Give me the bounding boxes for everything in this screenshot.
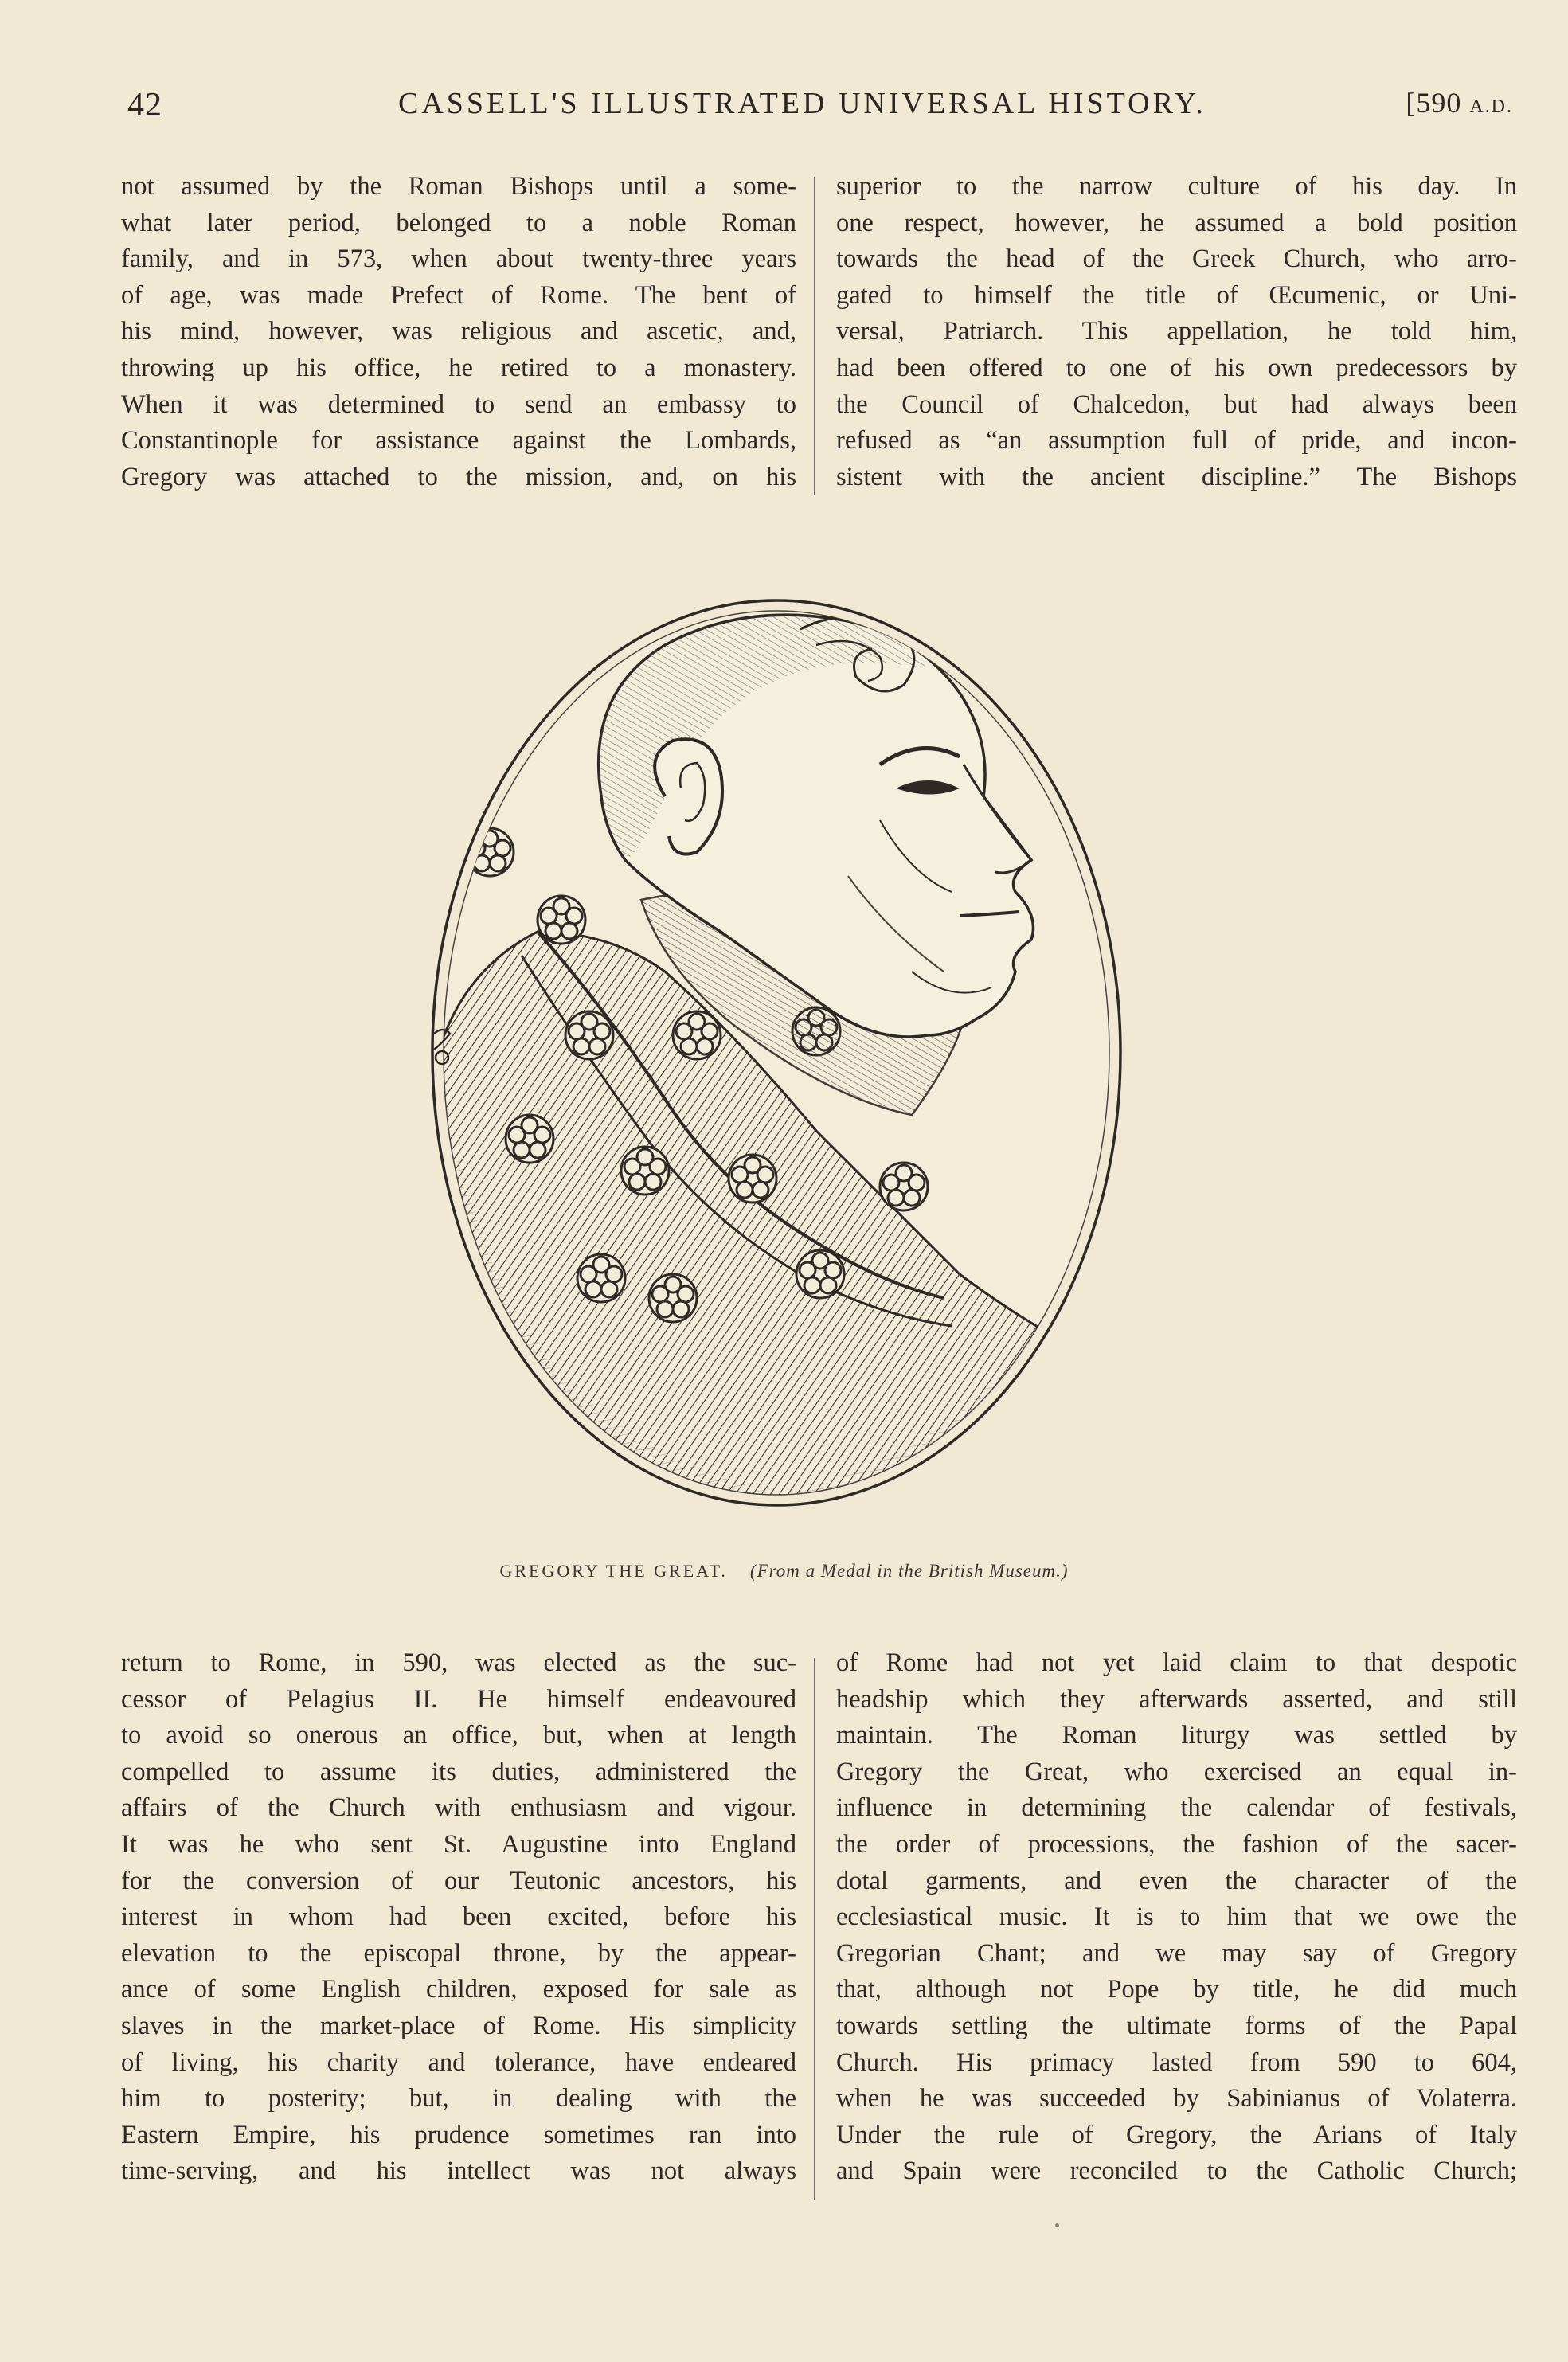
text-line: that, although not Pope by title, he did much — [836, 1975, 1517, 2004]
top-right-column — [836, 169, 1517, 495]
text-line: When it was determined to send an embassy to — [121, 389, 796, 419]
text-line: affairs of the Church with enthusiasm and vigour. — [121, 1793, 796, 1823]
page-number: 42 — [127, 87, 162, 123]
text-line: the order of processions, the fashion of the sacer- — [836, 1829, 1517, 1859]
text-line: versal, Patriarch. This appellation, he told him, — [836, 317, 1517, 346]
text-line: Under the rule of Gregory, the Arians of Italy — [836, 2120, 1517, 2149]
ink-speck — [1055, 2223, 1059, 2227]
caption-source: (From a Medal in the British Museum.) — [749, 1561, 1069, 1581]
text-line: Church. His primacy lasted from 590 to 604, — [836, 2047, 1517, 2077]
text-line: superior to the narrow culture of his day. In — [836, 172, 1517, 201]
text-line: had been offered to one of his own predecessors by — [836, 353, 1517, 382]
text-line: gated to himself the title of Œcumenic, or Uni- — [836, 280, 1517, 310]
text-line: what later period, belonged to a noble Roman — [121, 208, 796, 237]
text-line: of living, his charity and tolerance, have endeared — [121, 2047, 796, 2077]
text-line: influence in determining the calendar of festivals, — [836, 1793, 1517, 1823]
text-line: for the conversion of our Teutonic ancestors, his — [121, 1866, 796, 1895]
text-line: and Spain were reconciled to the Catholic Church; — [836, 2157, 1517, 2186]
text-line: the Council of Chalcedon, but had always been — [836, 389, 1517, 419]
text-line: maintain. The Roman liturgy was settled by — [836, 1721, 1517, 1750]
text-line: ance of some English children, exposed for sale as — [121, 1975, 796, 2004]
running-title: CASSELL'S ILLUSTRATED UNIVERSAL HISTORY. — [398, 87, 1206, 120]
text-line: dotal garments, and even the character of the — [836, 1866, 1517, 1895]
text-line: compelled to assume its duties, administered the — [121, 1757, 796, 1786]
text-line: towards settling the ultimate forms of the Papal — [836, 2011, 1517, 2040]
medal-engraving — [402, 557, 1135, 1545]
text-line: Constantinople for assistance against the Lombards, — [121, 426, 796, 456]
bottom-left-column — [121, 1645, 796, 2190]
text-line: of Rome had not yet laid claim to that despotic — [836, 1648, 1517, 1677]
text-line: sistent with the ancient discipline.” The Bishops — [836, 462, 1517, 491]
text-line: to avoid so onerous an office, but, when at length — [121, 1721, 796, 1750]
text-line: slaves in the market-place of Rome. His simplicity — [121, 2011, 796, 2040]
text-line: towards the head of the Greek Church, who arro- — [836, 244, 1517, 274]
figure-caption — [0, 1561, 1568, 1582]
medal-illustration — [402, 557, 1135, 1545]
text-line: Gregory was attached to the mission, and, on his — [121, 462, 796, 491]
bottom-right-column — [836, 1645, 1517, 2190]
text-line: his mind, however, was religious and ascetic, and, — [121, 317, 796, 346]
text-line: It was he who sent St. Augustine into England — [121, 1829, 796, 1859]
caption-title: GREGORY THE GREAT. — [499, 1561, 728, 1581]
text-line: time-serving, and his intellect was not always — [121, 2157, 796, 2186]
text-line: him to posterity; but, in dealing with the — [121, 2084, 796, 2114]
text-line: elevation to the episcopal throne, by the appear- — [121, 1938, 796, 1968]
text-line: of age, was made Prefect of Rome. The bent of — [121, 280, 796, 310]
text-line: ecclesiastical music. It is to him that we owe the — [836, 1903, 1517, 1932]
text-line: interest in whom had been excited, before his — [121, 1903, 796, 1932]
text-line: cessor of Pelagius II. He himself endeavoured — [121, 1684, 796, 1714]
column-rule-top — [814, 177, 815, 495]
running-date — [1406, 86, 1513, 119]
text-line: Gregory the Great, who exercised an equal in- — [836, 1757, 1517, 1786]
date-year: [590 — [1406, 87, 1462, 119]
running-header — [127, 86, 1521, 134]
text-line: family, and in 573, when about twenty-three years — [121, 244, 796, 274]
top-left-column — [121, 169, 796, 495]
text-line: Gregorian Chant; and we may say of Gregory — [836, 1938, 1517, 1968]
text-line: headship which they afterwards asserted, and still — [836, 1684, 1517, 1714]
text-line: when he was succeeded by Sabinianus of Volaterra. — [836, 2084, 1517, 2114]
text-line: one respect, however, he assumed a bold position — [836, 208, 1517, 237]
text-line: Eastern Empire, his prudence sometimes ran into — [121, 2120, 796, 2149]
text-line: refused as “an assumption full of pride, and incon- — [836, 426, 1517, 456]
text-line: not assumed by the Roman Bishops until a some- — [121, 172, 796, 201]
column-rule-bottom — [814, 1658, 815, 2200]
date-era: A.D. — [1469, 96, 1513, 117]
text-line: throwing up his office, he retired to a monastery. — [121, 353, 796, 382]
text-line: return to Rome, in 590, was elected as the suc- — [121, 1648, 796, 1677]
